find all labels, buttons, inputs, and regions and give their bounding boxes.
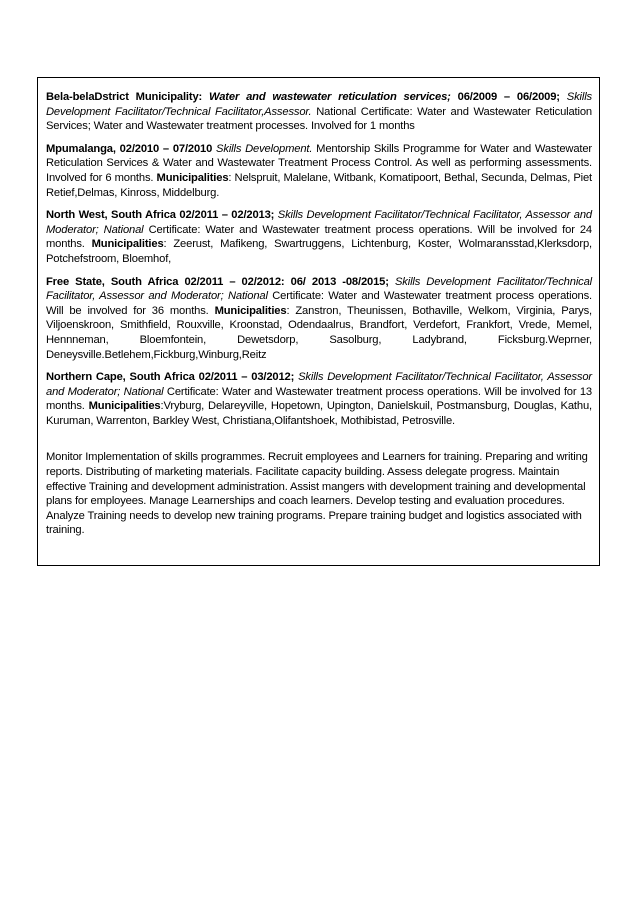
- entry-text-run: Bela-belaDstrict Municipality:: [46, 91, 203, 103]
- entry-text-run: Skills Development Facilitator/Technical Facilitator, Assessor and Moderator; National: [46, 209, 592, 236]
- experience-entry: [46, 90, 592, 134]
- experience-entries: [46, 90, 592, 428]
- entry-text-run: Municipalities: [156, 171, 229, 184]
- entry-text-run: 06/2009 – 06/2009;: [450, 91, 560, 103]
- entry-text-run: Certificate: Water and Wastewater treatment process operations. Will be involved for 13 months.: [46, 385, 592, 413]
- entry-text-run: Skills Development Facilitator/Technical Facilitator, Assessor and Moderator; National: [46, 371, 592, 398]
- experience-entry: [46, 370, 592, 428]
- entry-text-run: Municipalities: [88, 400, 161, 413]
- entry-text-run: Skills Development Facilitator/Technical Facilitator, Assessor and Moderator; National: [46, 275, 593, 303]
- experience-entry: [46, 142, 592, 200]
- entry-text-run: Skills Development.: [212, 142, 313, 155]
- entry-text-run: Certificate: Water and Wastewater treatment process operations. Will be involved for 36 months.: [46, 290, 592, 317]
- entry-text-run: Northern Cape, South Africa 02/2011 – 03/2012;: [46, 371, 295, 384]
- entry-text-run: Water and wastewater reticulation services;: [209, 91, 451, 103]
- entry-text-run: National Certificate: Water and Wastewater Reticulation Services; Water and Wastewater treatment processes. Involved for 1 months: [46, 105, 592, 133]
- entry-text-run: Free State, South Africa 02/2011 – 02/2012: 06/ 2013 -08/2015;: [46, 275, 389, 288]
- entry-text-run: [202, 91, 209, 103]
- entry-text-run: North West, South Africa 02/2011 – 02/2013;: [46, 209, 275, 222]
- experience-entry: [46, 208, 592, 266]
- entry-text-run: Certificate: Water and Wastewater treatment process operations. Will be involved for 24 months.: [46, 223, 593, 251]
- entry-text-run: Municipalities: [91, 238, 164, 251]
- entry-text-run: Mpumalanga, 02/2010 – 07/2010: [46, 142, 213, 155]
- entry-text-run: : Zeerust, Mafikeng, Swartruggens, Lichtenburg, Koster, Wolmaransstad,Klerksdorp, Potchefstroom, Bloemhof,: [46, 238, 592, 265]
- entry-text-run: Municipalities: [214, 304, 287, 317]
- entry-text-run: Mentorship Skills Programme for Water and Wastewater Reticulation Services & Water and Wastewater Treatment Process Control. As well as performing assessments. Involved for 6 months.: [46, 142, 592, 184]
- entry-text-run: : Nelspruit, Malelane, Witbank, Komatipoort, Bethal, Secunda, Delmas, Piet Retief,Delmas, Kinross, Middelburg.: [46, 171, 592, 199]
- entry-text-run: : Zanstron, Theunissen, Bothaville, Welkom, Virginia, Parys, Viljoenskroon, Smithfield, Rouxville, Kroonstad, Odendaalrus, Brandfort, Verdefort, Frankfort, Vrede, Memel, Hennneman, Bloemfontein, Dewetsdorp, Sasolburg, Ladybrand, Ficksburg.Weprner, Deneysville.Betlehem,Fickburg,Winburg,Reitz: [46, 304, 592, 361]
- experience-box: [37, 77, 600, 566]
- entry-text-run: Skills Development Facilitator/Technical Facilitator,Assessor.: [46, 91, 592, 118]
- experience-entry: [46, 275, 592, 363]
- entry-text-run: :Vryburg, Delareyville, Hopetown, Upington, Danielskuil, Postmansburg, Douglas, Kathu, Kuruman, Warrenton, Barkley West, Christiana,Olifantshoek, Mothibistad, Petrosville.: [46, 400, 592, 427]
- duties-summary: Monitor Implementation of skills programmes. Recruit employees and Learners for training. Preparing and writing reports. Distributing of marketing materials. Facilitate capacity building. Assess delegate progress. Maintain effective Training and development administration. Assist mangers with development training and developmental plans for employees. Manage Learnerships and coach learners. Develop testing and evaluation procedures. Analyze Training needs to develop new training programs. Prepare training budget and logistics associated with training.: [46, 451, 588, 537]
